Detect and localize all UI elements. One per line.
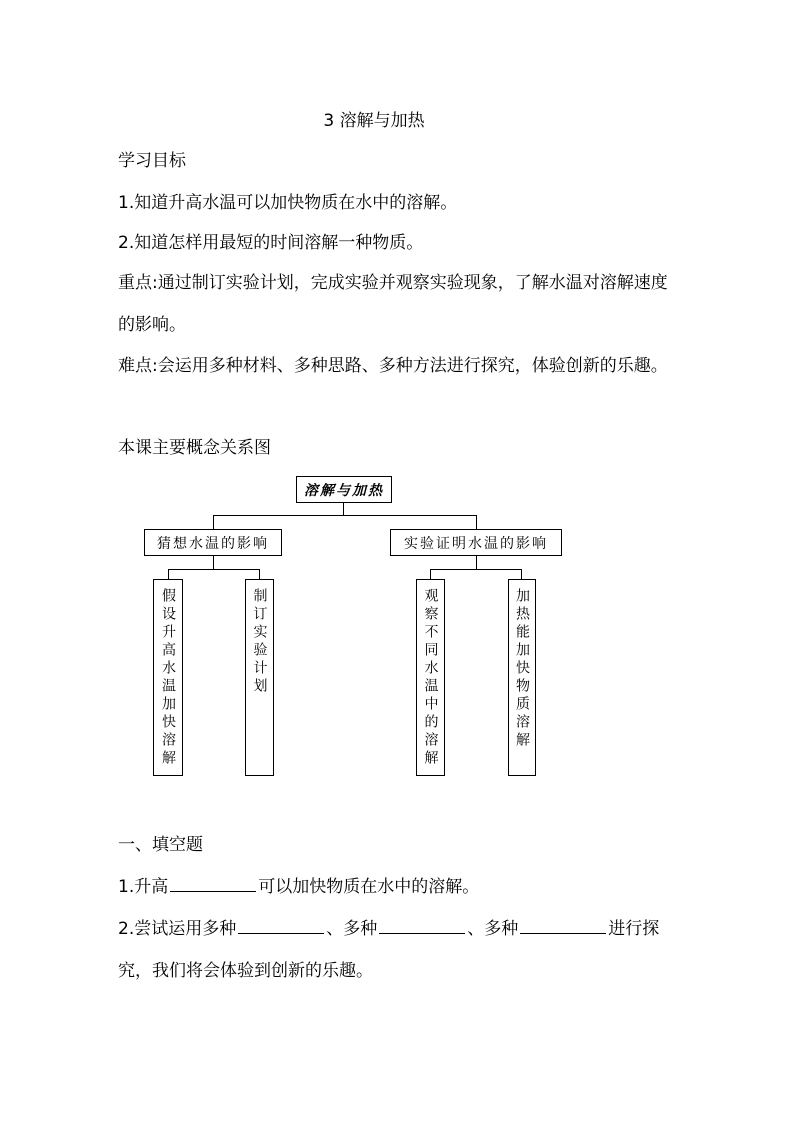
concept-leaf-3: 观察不同水温中的溶解 [416, 579, 445, 776]
concept-root: 溶解与加热 [296, 476, 392, 503]
objective-1: 1.知道升高水温可以加快物质在水中的溶解。 [118, 193, 458, 213]
connector [430, 569, 431, 579]
question-2-text: 、多种 [326, 919, 378, 939]
objectives-heading: 学习目标 [118, 151, 186, 171]
question-1 [118, 866, 678, 908]
question-2-text: 、多种 [467, 919, 519, 939]
question-2-text: 进行探究，我们将会体验到创新的乐趣。 [118, 919, 660, 981]
connector [476, 515, 477, 529]
concept-leaf-4: 加热能加快物质溶解 [508, 579, 536, 776]
connector [213, 556, 214, 570]
answer-blank[interactable] [520, 932, 606, 934]
question-1-text: 1.升高 [118, 877, 169, 897]
connector [476, 556, 477, 570]
answer-blank[interactable] [170, 890, 256, 892]
connector [343, 502, 344, 516]
concept-leaf-2: 制订实验计划 [245, 579, 274, 776]
key-point: 重点:通过制订实验计划，完成实验并观察实验现象，了解水温对溶解速度的影响。 [118, 273, 668, 335]
concept-map-heading: 本课主要概念关系图 [118, 438, 271, 458]
question-2-text: 2.尝试运用多种 [118, 919, 237, 939]
question-2 [118, 908, 678, 992]
connector [168, 569, 169, 579]
question-1-text: 可以加快物质在水中的溶解。 [258, 877, 480, 897]
connector [430, 569, 522, 570]
lesson-title: 3 溶解与加热 [323, 111, 425, 131]
connector [213, 515, 477, 516]
connector [521, 569, 522, 579]
connector [259, 569, 260, 579]
concept-branch-left: 猜想水温的影响 [144, 529, 282, 556]
concept-leaf-1: 假设升高水温加快溶解 [153, 579, 183, 776]
answer-blank[interactable] [379, 932, 465, 934]
section-title: 一、填空题 [118, 835, 203, 855]
objective-2: 2.知道怎样用最短的时间溶解一种物质。 [118, 233, 424, 253]
connector [168, 569, 260, 570]
difficulty: 难点:会运用多种材料、多种思路、多种方法进行探究，体验创新的乐趣。 [118, 356, 668, 376]
answer-blank[interactable] [238, 932, 324, 934]
concept-branch-right: 实验证明水温的影响 [390, 529, 562, 556]
connector [213, 515, 214, 529]
